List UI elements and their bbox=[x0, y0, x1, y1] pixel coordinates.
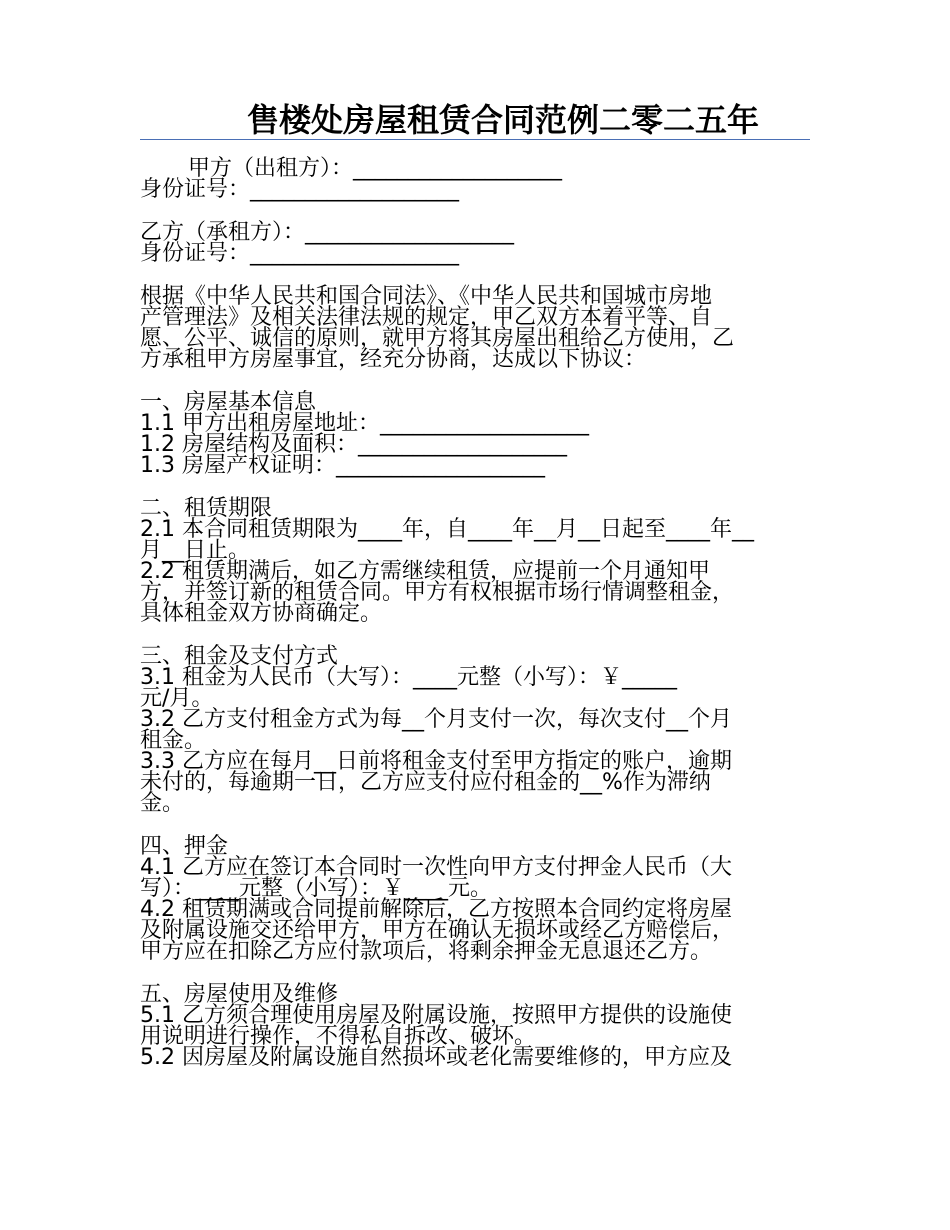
preamble-line: 根据《中华人民共和国合同法》、《中华人民共和国城市房地 bbox=[140, 284, 713, 309]
clause-line: 1.1 甲方出租房屋地址：___________________ bbox=[140, 411, 589, 436]
clause-line: 具体租金双方协商确定。 bbox=[140, 601, 383, 626]
clause-line: 金。 bbox=[140, 791, 185, 816]
clause-line: 及附属设施交还给甲方，甲方在确认无损坏或经乙方赔偿后， bbox=[140, 918, 735, 943]
clause-line: 方，并签订新的租赁合同。甲方有权根据市场行情调整租金， bbox=[140, 580, 735, 605]
preamble-line: 产管理法》及相关法律法规的规定，甲乙双方本着平等、自 bbox=[140, 305, 713, 330]
section-basic-info bbox=[140, 392, 812, 476]
clause-line: 4.1 乙方应在签订本合同时一次性向甲方支付押金人民币（大 bbox=[140, 855, 732, 880]
clause-line: 5.2 因房屋及附属设施自然损坏或老化需要维修的，甲方应及 bbox=[140, 1045, 732, 1070]
section-lease-term bbox=[140, 498, 812, 624]
clause-line: 3.2 乙方支付租金方式为每__个月支付一次，每次支付__个月 bbox=[140, 707, 732, 732]
section-heading: 三、租金及支付方式 bbox=[140, 644, 339, 669]
clause-line: 写）：____元整（小写）：￥____元。 bbox=[140, 876, 493, 901]
clause-line: 租金。 bbox=[140, 728, 207, 753]
clause-line: 1.2 房屋结构及面积：___________________ bbox=[140, 432, 567, 457]
clause-line: 5.1 乙方须合理使用房屋及附属设施，按照甲方提供的设施使 bbox=[140, 1003, 732, 1028]
spacer bbox=[140, 476, 812, 498]
lessor-id-line: 身份证号：___________________ bbox=[140, 177, 460, 202]
contract-body bbox=[140, 158, 812, 1068]
title-underline bbox=[140, 139, 810, 140]
spacer bbox=[140, 370, 812, 392]
clause-line: 甲方应在扣除乙方应付款项后，将剩余押金无息退还乙方。 bbox=[140, 939, 713, 964]
section-deposit bbox=[140, 836, 812, 962]
preamble-line: 方承租甲方房屋事宜，经充分协商，达成以下协议： bbox=[140, 347, 647, 372]
clause-line: 3.1 租金为人民币（大写）：____元整（小写）：￥_____ bbox=[140, 665, 677, 690]
clause-line: 元/月。 bbox=[140, 686, 214, 711]
clause-line: 4.2 租赁期满或合同提前解除后，乙方按照本合同约定将房屋 bbox=[140, 897, 732, 922]
clause-line: 2.2 租赁期满后，如乙方需继续租赁，应提前一个月通知甲 bbox=[140, 559, 710, 584]
preamble bbox=[140, 286, 812, 370]
section-heading: 五、房屋使用及维修 bbox=[140, 982, 339, 1007]
lessee-id-line: 身份证号：___________________ bbox=[140, 241, 460, 266]
spacer bbox=[140, 814, 812, 836]
spacer bbox=[140, 200, 812, 222]
clause-line: 3.3 乙方应在每月__日前将租金支付至甲方指定的账户，逾期 bbox=[140, 749, 732, 774]
document-title: 售楼处房屋租赁合同范例二零二五年 bbox=[246, 101, 759, 139]
lessee-line: 乙方（承租方）：___________________ bbox=[140, 220, 515, 245]
clause-line: 2.1 本合同租赁期限为____年，自____年__月__日起至____年__ bbox=[140, 517, 754, 542]
preamble-line: 愿、公平、诚信的原则，就甲方将其房屋出租给乙方使用，乙 bbox=[140, 326, 735, 351]
section-heading: 四、押金 bbox=[140, 834, 229, 859]
spacer bbox=[140, 264, 812, 286]
section-rent-payment bbox=[140, 646, 812, 814]
section-use-maintenance bbox=[140, 984, 812, 1068]
spacer bbox=[140, 962, 812, 984]
spacer bbox=[140, 624, 812, 646]
clause-line: 月__日止。 bbox=[140, 538, 251, 563]
clause-line: 1.3 房屋产权证明：___________________ bbox=[140, 453, 545, 478]
clause-line: 用说明进行操作，不得私自拆改、破坏。 bbox=[140, 1024, 537, 1049]
lessor-line: 甲方（出租方）：___________________ bbox=[188, 156, 563, 181]
section-heading: 二、租赁期限 bbox=[140, 496, 273, 521]
section-heading: 一、房屋基本信息 bbox=[140, 390, 317, 415]
clause-line: 未付的，每逾期一日，乙方应支付应付租金的__%作为滞纳 bbox=[140, 770, 711, 795]
